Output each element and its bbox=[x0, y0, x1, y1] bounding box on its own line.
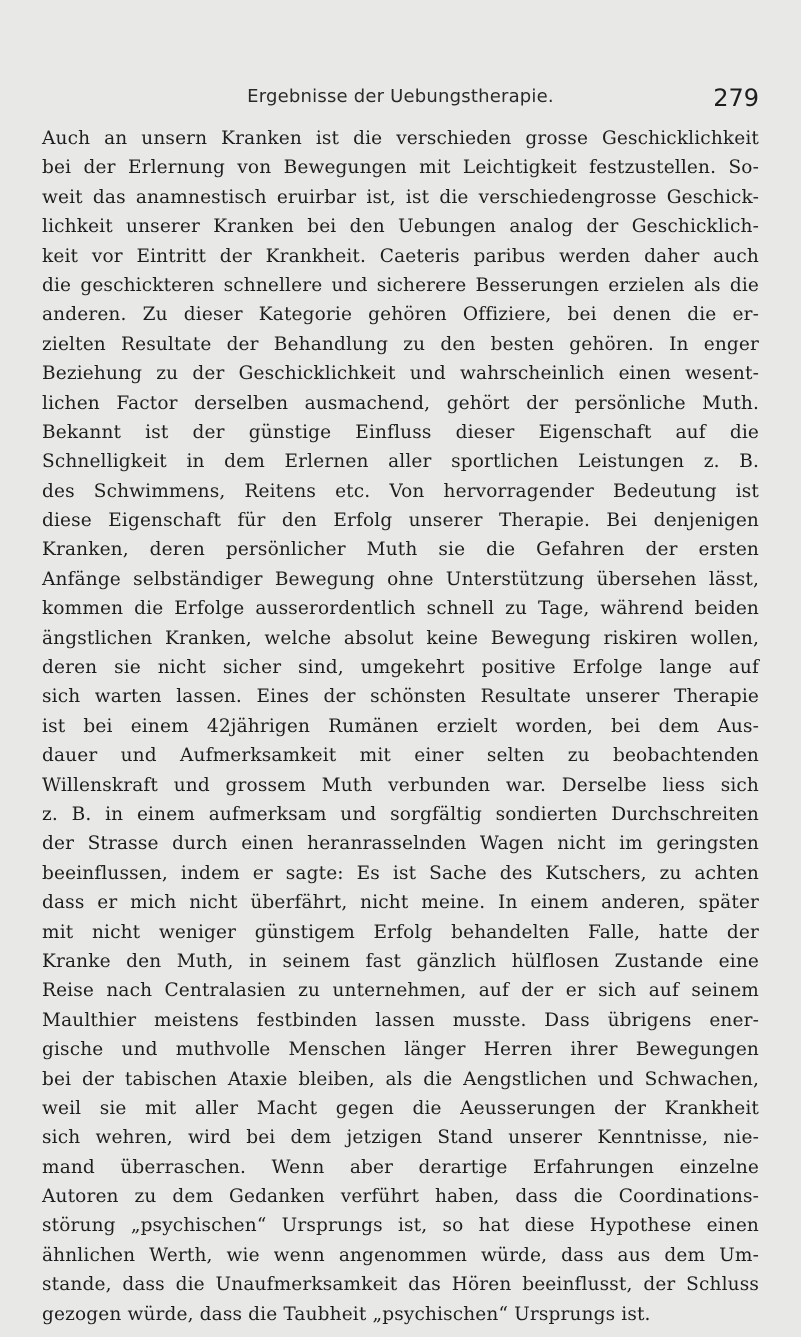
text-line: gische und muthvolle Menschen länger Herren ihrer Bewegungen bbox=[42, 1039, 759, 1061]
text-line: gezogen würde, dass die Taubheit „psychischen“ Ursprungs ist. bbox=[42, 1303, 651, 1325]
text-line: Reise nach Centralasien zu unternehmen, auf der er sich auf seinem bbox=[42, 980, 759, 1002]
text-line: Maulthier meistens festbinden lassen musste. Dass übrigens ener- bbox=[42, 1009, 759, 1031]
text-line: dauer und Aufmerksamkeit mit einer selten zu beobachtenden bbox=[42, 745, 759, 767]
text-line: z. B. in einem aufmerksam und sorgfältig sondierten Durchschreiten bbox=[42, 803, 759, 825]
text-line: Kranken, deren persönlicher Muth sie die Gefahren der ersten bbox=[42, 539, 759, 561]
page-number: 279 bbox=[713, 84, 759, 112]
text-line: dass er mich nicht überfährt, nicht meine. In einem anderen, später bbox=[42, 892, 759, 914]
text-line: kommen die Erfolge ausserordentlich schnell zu Tage, während beiden bbox=[42, 598, 759, 620]
text-line: Autoren zu dem Gedanken verführt haben, dass die Coordinations- bbox=[42, 1186, 759, 1208]
text-line: ist bei einem 42jährigen Rumänen erzielt worden, bei dem Aus- bbox=[42, 715, 759, 737]
text-line: zielten Resultate der Behandlung zu den besten gehören. In enger bbox=[42, 333, 759, 355]
text-line: lichen Factor derselben ausmachend, gehört der persönliche Muth. bbox=[42, 392, 759, 414]
body-paragraph bbox=[42, 124, 759, 1329]
text-line: keit vor Eintritt der Krankheit. Caeteris paribus werden daher auch bbox=[42, 245, 759, 267]
text-line: weit das anamnestisch eruirbar ist, ist die verschiedengrosse Geschick- bbox=[42, 186, 759, 208]
text-line: Beziehung zu der Geschicklichkeit und wahrscheinlich einen wesent- bbox=[42, 363, 759, 385]
text-line: stande, dass die Unaufmerksamkeit das Hören beeinflusst, der Schluss bbox=[42, 1274, 759, 1296]
text-line: anderen. Zu dieser Kategorie gehören Offiziere, bei denen die er- bbox=[42, 304, 759, 326]
text-line: störung „psychischen“ Ursprungs ist, so hat diese Hypothese einen bbox=[42, 1215, 759, 1237]
text-line: mit nicht weniger günstigem Erfolg behandelten Falle, hatte der bbox=[42, 921, 759, 943]
text-line: Willenskraft und grossem Muth verbunden war. Derselbe liess sich bbox=[42, 774, 759, 796]
text-line: beeinflussen, indem er sagte: Es ist Sache des Kutschers, zu achten bbox=[42, 862, 759, 884]
text-line: Schnelligkeit in dem Erlernen aller sportlichen Leistungen z. B. bbox=[42, 451, 759, 473]
text-line: mand überraschen. Wenn aber derartige Erfahrungen einzelne bbox=[42, 1156, 759, 1178]
text-line: ängstlichen Kranken, welche absolut keine Bewegung riskiren wollen, bbox=[42, 627, 759, 649]
text-line: Bekannt ist der günstige Einfluss dieser Eigenschaft auf die bbox=[42, 421, 759, 443]
text-line: deren sie nicht sicher sind, umgekehrt positive Erfolge lange auf bbox=[42, 657, 759, 679]
text-line: des Schwimmens, Reitens etc. Von hervorragender Bedeutung ist bbox=[42, 480, 759, 502]
text-line: Anfänge selbständiger Bewegung ohne Unterstützung übersehen lässt, bbox=[42, 568, 759, 590]
text-line: sich warten lassen. Eines der schönsten Resultate unserer Therapie bbox=[42, 686, 759, 708]
text-line: bei der Erlernung von Bewegungen mit Leichtigkeit festzustellen. So- bbox=[42, 157, 759, 179]
text-line: die geschickteren schnellere und sicherere Besserungen erzielen als die bbox=[42, 274, 759, 296]
text-line: Auch an unsern Kranken ist die verschieden grosse Geschicklichkeit bbox=[42, 128, 759, 149]
text-line: bei der tabischen Ataxie bleiben, als die Aengstlichen und Schwachen, bbox=[42, 1068, 759, 1090]
text-line: lichkeit unserer Kranken bei den Uebungen analog der Geschicklich- bbox=[42, 216, 759, 238]
text-line: Kranke den Muth, in seinem fast gänzlich hülflosen Zustande eine bbox=[42, 950, 759, 972]
text-line: ähnlichen Werth, wie wenn angenommen würde, dass aus dem Um- bbox=[42, 1244, 759, 1266]
text-line: der Strasse durch einen heranrasselnden Wagen nicht im geringsten bbox=[42, 833, 759, 855]
text-line: diese Eigenschaft für den Erfolg unserer Therapie. Bei denjenigen bbox=[42, 510, 759, 532]
running-head bbox=[42, 86, 759, 116]
text-line: weil sie mit aller Macht gegen die Aeusserungen der Krankheit bbox=[42, 1097, 759, 1119]
text-line: sich wehren, wird bei dem jetzigen Stand unserer Kenntnisse, nie- bbox=[42, 1127, 759, 1149]
running-title: Ergebnisse der Uebungstherapie. bbox=[247, 86, 554, 107]
